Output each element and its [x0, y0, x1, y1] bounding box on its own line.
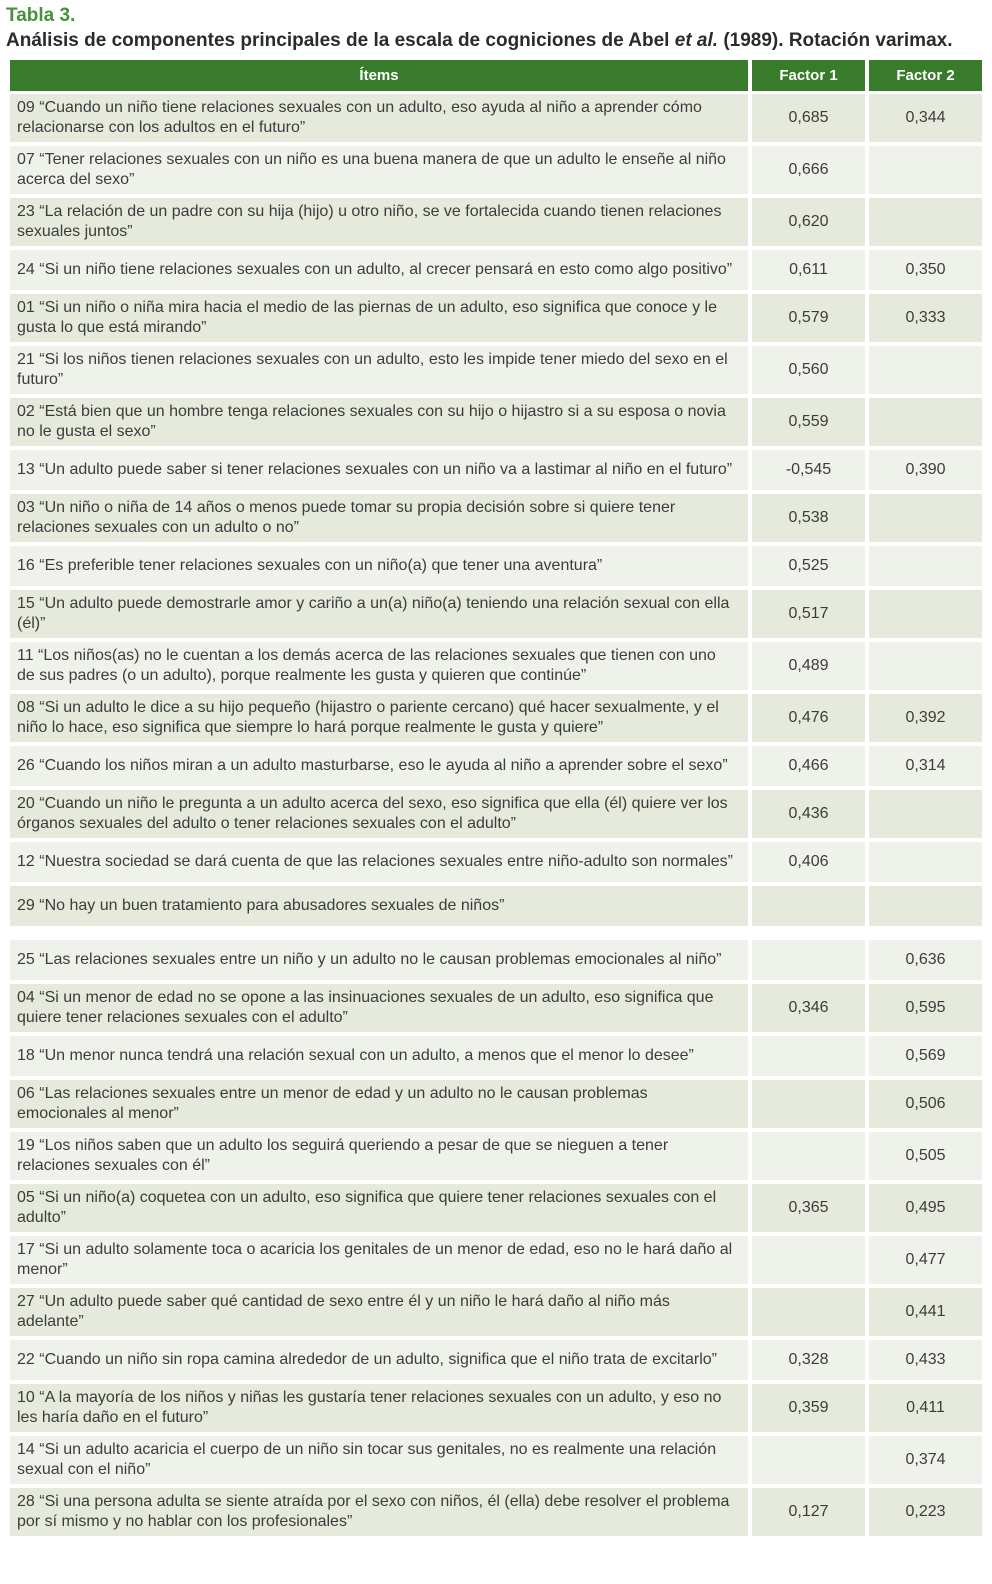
- item-text: 14 “Si un adulto acaricia el cuerpo de un niño sin tocar sus genitales, no es realmente una relación sexual con el niño”: [17, 1441, 717, 1478]
- item-text-cell: [10, 886, 748, 926]
- item-text-cell: [10, 790, 748, 838]
- item-text: 18 “Un menor nunca tendrá una relación sexual con un adulto, a menos que el menor lo desee”: [17, 1047, 694, 1064]
- item-text-cell: [10, 940, 748, 980]
- factor1-value-cell: 0,525: [752, 546, 865, 586]
- item-text-cell: [10, 1184, 748, 1232]
- item-text-cell: [10, 198, 748, 246]
- factor1-value-cell: [752, 886, 865, 926]
- factor1-value-cell: 0,666: [752, 146, 865, 194]
- table-row: [10, 346, 982, 394]
- item-text: 05 “Si un niño(a) coquetea con un adulto, eso significa que quiere tener relaciones sexuales con el adulto”: [17, 1189, 717, 1226]
- item-text-cell: [10, 146, 748, 194]
- item-text: 21 “Si los niños tienen relaciones sexuales con un adulto, esto les impide tener miedo del sexo en el futuro”: [17, 351, 728, 388]
- factor1-value-cell: 0,328: [752, 1340, 865, 1380]
- item-text-cell: [10, 1488, 748, 1536]
- factor1-value-cell: 0,517: [752, 590, 865, 638]
- table-row: [10, 1288, 982, 1336]
- factor2-value-cell: [869, 842, 982, 882]
- factor1-value-cell: 0,406: [752, 842, 865, 882]
- item-text: 02 “Está bien que un hombre tenga relaciones sexuales con su hijo o hijastro si a su esposa o novia no le gusta el sexo”: [17, 403, 726, 440]
- caption-et-al: et al.: [674, 30, 719, 51]
- column-header-factor1: Factor 1: [752, 60, 865, 91]
- factor2-value-cell: 0,595: [869, 984, 982, 1032]
- table-row: [10, 886, 982, 926]
- table-row: [10, 146, 982, 194]
- table-row: [10, 1236, 982, 1284]
- item-text: 10 “A la mayoría de los niños y niñas les gustaría tener relaciones sexuales con un adulto, y eso no les haría daño en el futuro”: [17, 1389, 722, 1426]
- factor1-value-cell: [752, 1036, 865, 1076]
- table-row: [10, 1184, 982, 1232]
- table-row: [10, 450, 982, 490]
- item-text: 09 “Cuando un niño tiene relaciones sexuales con un adulto, eso ayuda al niño a aprender cómo relacionarse con los adultos en el futuro”: [17, 99, 702, 136]
- item-text-cell: [10, 842, 748, 882]
- item-text: 13 “Un adulto puede saber si tener relaciones sexuales con un niño va a lastimar al niño en el futuro”: [17, 461, 733, 478]
- table-row: [10, 250, 982, 290]
- item-text: 08 “Si un adulto le dice a su hijo pequeño (hijastro o pariente cercano) qué hacer sexualmente, y el niño lo hace, eso significa que siempre lo hará porque realmente le gusta y quiere”: [17, 699, 719, 736]
- factor2-value-cell: 0,477: [869, 1236, 982, 1284]
- factor2-value-cell: [869, 790, 982, 838]
- item-text-cell: [10, 346, 748, 394]
- factor2-value-cell: [869, 494, 982, 542]
- table-section-2: [10, 940, 982, 1536]
- item-text: 12 “Nuestra sociedad se dará cuenta de que las relaciones sexuales entre niño-adulto son normales”: [17, 853, 733, 870]
- factor2-value-cell: 0,505: [869, 1132, 982, 1180]
- factor1-value-cell: 0,489: [752, 642, 865, 690]
- item-text-cell: [10, 1384, 748, 1432]
- item-text: 03 “Un niño o niña de 14 años o menos puede tomar su propia decisión sobre si quiere tener relaciones sexuales con un adulto o no”: [17, 499, 676, 536]
- factor2-value-cell: 0,390: [869, 450, 982, 490]
- factor2-value-cell: 0,441: [869, 1288, 982, 1336]
- factor2-value-cell: 0,411: [869, 1384, 982, 1432]
- item-text: 24 “Si un niño tiene relaciones sexuales con un adulto, al crecer pensará en esto como algo positivo”: [17, 261, 733, 278]
- item-text-cell: [10, 398, 748, 446]
- table-row: [10, 198, 982, 246]
- factor2-value-cell: 0,223: [869, 1488, 982, 1536]
- factor1-value-cell: [752, 1080, 865, 1128]
- factor2-value-cell: 0,392: [869, 694, 982, 742]
- factor1-value-cell: 0,346: [752, 984, 865, 1032]
- item-text-cell: [10, 1036, 748, 1076]
- factor2-value-cell: 0,374: [869, 1436, 982, 1484]
- item-text-cell: [10, 1340, 748, 1380]
- caption-text-prefix: Análisis de componentes principales de la escala de cogniciones de Abel: [6, 30, 675, 51]
- factor1-value-cell: 0,436: [752, 790, 865, 838]
- table-row: [10, 790, 982, 838]
- item-text: 15 “Un adulto puede demostrarle amor y cariño a un(a) niño(a) teniendo una relación sexual con ella (él)”: [17, 595, 730, 632]
- item-text: 25 “Las relaciones sexuales entre un niño y un adulto no le causan problemas emocionales al niño”: [17, 951, 722, 968]
- factor1-value-cell: 0,611: [752, 250, 865, 290]
- table-row: [10, 984, 982, 1032]
- item-text: 20 “Cuando un niño le pregunta a un adulto acerca del sexo, eso significa que ella (él) quiere ver los órganos sexuales del adulto o tener relaciones sexuales con el adulto”: [17, 795, 728, 832]
- factor1-value-cell: 0,579: [752, 294, 865, 342]
- factor1-value-cell: 0,559: [752, 398, 865, 446]
- table-caption: [6, 28, 982, 53]
- factor2-value-cell: 0,350: [869, 250, 982, 290]
- factor1-value-cell: 0,538: [752, 494, 865, 542]
- factor2-value-cell: 0,314: [869, 746, 982, 786]
- item-text: 23 “La relación de un padre con su hija (hijo) u otro niño, se ve fortalecida cuando tienen relaciones sexuales juntos”: [17, 203, 722, 240]
- item-text-cell: [10, 984, 748, 1032]
- table-header-row: [10, 60, 982, 91]
- table-row: [10, 94, 982, 142]
- factor1-value-cell: 0,127: [752, 1488, 865, 1536]
- factor1-value-cell: [752, 1132, 865, 1180]
- table-row: [10, 546, 982, 586]
- factor1-value-cell: -0,545: [752, 450, 865, 490]
- item-text-cell: [10, 1132, 748, 1180]
- item-text-cell: [10, 294, 748, 342]
- factor1-value-cell: [752, 1288, 865, 1336]
- item-text: 22 “Cuando un niño sin ropa camina alrededor de un adulto, significa que el niño trata de excitarlo”: [17, 1351, 717, 1368]
- factor2-value-cell: [869, 198, 982, 246]
- factor1-value-cell: [752, 1436, 865, 1484]
- table-row: [10, 398, 982, 446]
- item-text: 07 “Tener relaciones sexuales con un niño es una buena manera de que un adulto le enseñe al niño acerca del sexo”: [17, 151, 726, 188]
- factor1-value-cell: 0,476: [752, 694, 865, 742]
- factor2-value-cell: [869, 398, 982, 446]
- table-number-title: Tabla 3.: [6, 5, 76, 26]
- table-row: [10, 294, 982, 342]
- table-row: [10, 1132, 982, 1180]
- factor2-value-cell: 0,433: [869, 1340, 982, 1380]
- table-row: [10, 1080, 982, 1128]
- table-row: [10, 642, 982, 690]
- column-header-factor2: Factor 2: [869, 60, 982, 91]
- item-text-cell: [10, 1288, 748, 1336]
- table-row: [10, 746, 982, 786]
- pca-results-table: [10, 60, 982, 1536]
- table-row: [10, 1436, 982, 1484]
- table-row: [10, 494, 982, 542]
- item-text-cell: [10, 250, 748, 290]
- table-row: [10, 694, 982, 742]
- item-text-cell: [10, 94, 748, 142]
- item-text: 01 “Si un niño o niña mira hacia el medio de las piernas de un adulto, eso significa que conoce y le gusta lo que está mirando”: [17, 299, 717, 336]
- item-text: 17 “Si un adulto solamente toca o acaricia los genitales de un menor de edad, eso no le hará daño al menor”: [17, 1241, 733, 1278]
- factor2-value-cell: 0,506: [869, 1080, 982, 1128]
- item-text-cell: [10, 546, 748, 586]
- factor2-value-cell: 0,344: [869, 94, 982, 142]
- factor1-value-cell: 0,560: [752, 346, 865, 394]
- item-text-cell: [10, 590, 748, 638]
- factor2-value-cell: [869, 590, 982, 638]
- item-text-cell: [10, 746, 748, 786]
- column-header-items: Ítems: [10, 60, 748, 91]
- item-text-cell: [10, 1236, 748, 1284]
- item-text: 26 “Cuando los niños miran a un adulto masturbarse, eso le ayuda al niño a aprender sobre el sexo”: [17, 757, 728, 774]
- factor1-value-cell: 0,685: [752, 94, 865, 142]
- item-text-cell: [10, 494, 748, 542]
- factor2-value-cell: 0,333: [869, 294, 982, 342]
- table-row: [10, 1384, 982, 1432]
- factor2-value-cell: [869, 546, 982, 586]
- table-row: [10, 590, 982, 638]
- table-section-1: [10, 94, 982, 926]
- item-text: 11 “Los niños(as) no le cuentan a los demás acerca de las relaciones sexuales que tienen con uno de sus padres (o un adulto), porque realmente les gusta y quieren que continúe”: [17, 647, 716, 684]
- factor1-value-cell: [752, 940, 865, 980]
- item-text-cell: [10, 1436, 748, 1484]
- item-text: 29 “No hay un buen tratamiento para abusadores sexuales de niños”: [17, 897, 505, 914]
- factor2-value-cell: [869, 642, 982, 690]
- item-text-cell: [10, 642, 748, 690]
- factor2-value-cell: [869, 346, 982, 394]
- factor1-value-cell: 0,620: [752, 198, 865, 246]
- item-text: 04 “Si un menor de edad no se opone a las insinuaciones sexuales de un adulto, eso significa que quiere tener relaciones sexuales con el adulto”: [17, 989, 714, 1026]
- table-row: [10, 1488, 982, 1536]
- item-text: 16 “Es preferible tener relaciones sexuales con un niño(a) que tener una aventura”: [17, 557, 603, 574]
- item-text: 19 “Los niños saben que un adulto los seguirá queriendo a pesar de que se nieguen a tener relaciones sexuales con él”: [17, 1137, 669, 1174]
- table-row: [10, 940, 982, 980]
- factor2-value-cell: 0,495: [869, 1184, 982, 1232]
- factor1-value-cell: 0,365: [752, 1184, 865, 1232]
- table-row: [10, 1036, 982, 1076]
- factor1-value-cell: 0,359: [752, 1384, 865, 1432]
- item-text: 27 “Un adulto puede saber qué cantidad de sexo entre él y un niño le hará daño al niño más adelante”: [17, 1293, 670, 1330]
- table-body: [10, 94, 982, 1536]
- factor2-value-cell: 0,636: [869, 940, 982, 980]
- factor2-value-cell: 0,569: [869, 1036, 982, 1076]
- table-row: [10, 842, 982, 882]
- item-text-cell: [10, 1080, 748, 1128]
- item-text: 28 “Si una persona adulta se siente atraída por el sexo con niños, él (ella) debe resolver el problema por sí mismo y no hablar con los profesionales”: [17, 1493, 730, 1530]
- factor1-value-cell: [752, 1236, 865, 1284]
- factor1-value-cell: 0,466: [752, 746, 865, 786]
- factor2-value-cell: [869, 886, 982, 926]
- table-row: [10, 1340, 982, 1380]
- factor2-value-cell: [869, 146, 982, 194]
- item-text: 06 “Las relaciones sexuales entre un menor de edad y un adulto no le causan problemas emocionales al menor”: [17, 1085, 648, 1122]
- item-text-cell: [10, 450, 748, 490]
- item-text-cell: [10, 694, 748, 742]
- caption-text-suffix: (1989). Rotación varimax.: [718, 30, 953, 51]
